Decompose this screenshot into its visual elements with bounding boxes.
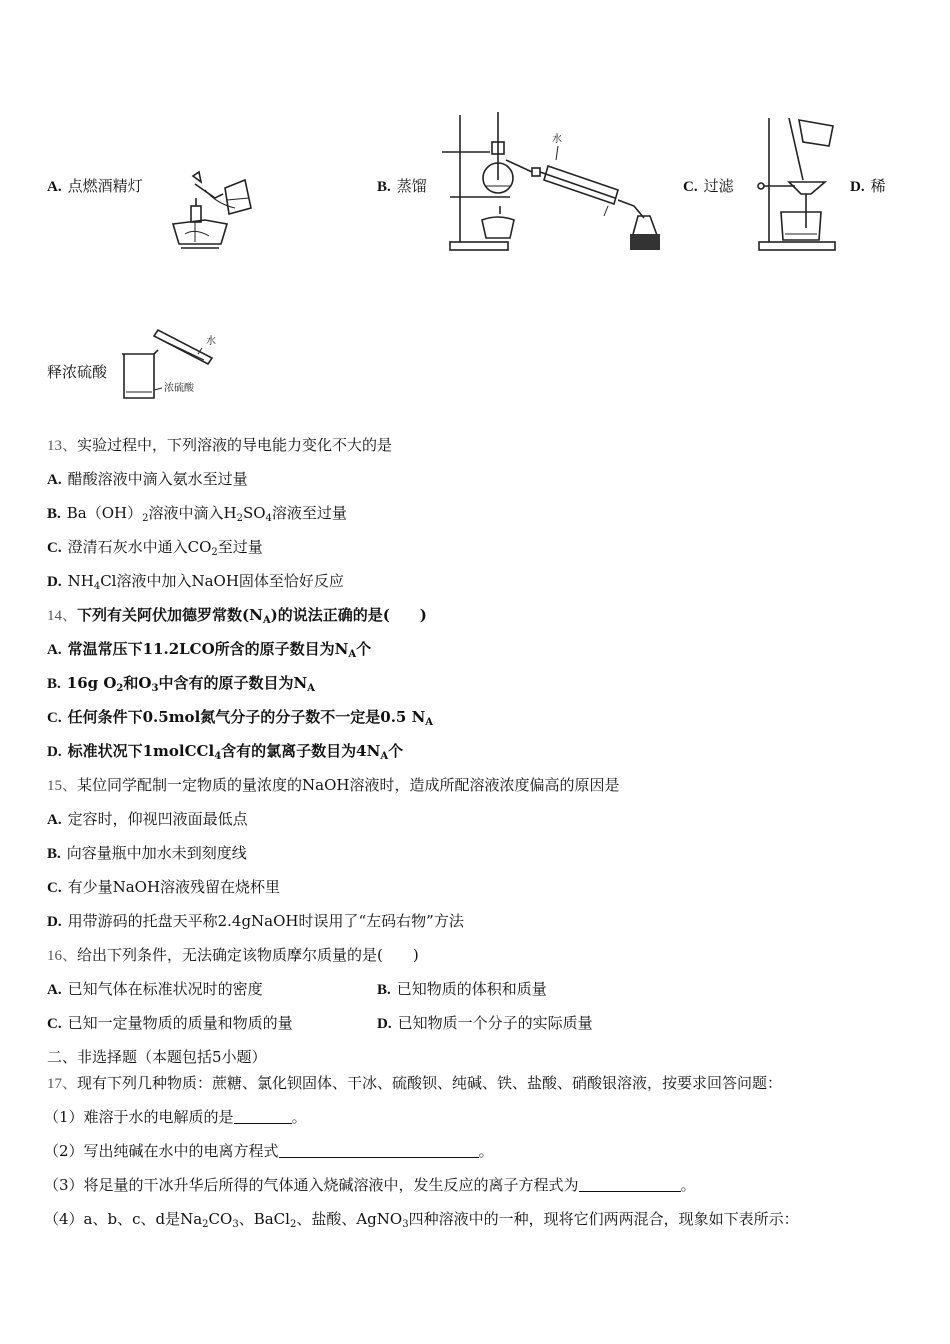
q14-option-b: B. 16g $O_2$和$O_3$中含有的原子数目为$N_A$ [47,674,315,694]
q15-option-b: B. 向容量瓶中加水未到刻度线 [47,844,247,862]
svg-text:水: 水 [552,134,562,145]
q17-part-1: （1）难溶于水的电解质的是 。 [44,1108,307,1126]
q15-stem: 15、某位同学配制一定物质的量浓度的NaOH溶液时，造成所配溶液浓度偏高的原因是 [47,776,620,794]
q13-option-c: C. 澄清石灰水中通入$CO_2$至过量 [47,538,263,558]
q13-option-a: A. 醋酸溶液中滴入氨水至过量 [47,470,248,488]
q14-option-d: D. 标准状况下1molCCl$_4$含有的氯离子数目为$4N_A$个 [47,742,404,762]
q12-option-a [47,176,143,197]
question-number: 14、 [47,608,78,624]
question-number: 15、 [47,778,78,794]
q17-part-3: （3）将足量的干冰升华后所得的气体通入烧碱溶液中，发生反应的离子方程式为 。 [44,1176,696,1194]
answer-blank[interactable] [579,1177,681,1192]
q14-option-a: A. 常温常压下11.2LCO所含的原子数目为$N_A$个 [47,640,372,660]
question-number: 16、 [47,948,78,964]
option-letter: D. [850,179,865,195]
q16-option-d: D. 已知物质一个分子的实际质量 [377,1014,593,1032]
q16-option-c: C. 已知一定量物质的质量和物质的量 [47,1014,293,1032]
q12-option-c [683,176,734,197]
option-letter: C. [683,179,698,195]
q12-option-d-continued: 释浓硫酸 [47,363,108,381]
dilution-figure [118,330,228,405]
q12-option-b [377,176,427,197]
q13-stem [47,435,392,456]
q16-option-b: B. 已知物质的体积和质量 [377,980,547,998]
q13-option-d: D. $NH_4Cl$溶液中加入NaOH固体至恰好反应 [47,572,344,592]
svg-text:水: 水 [206,336,216,347]
answer-blank[interactable] [279,1143,479,1158]
q13-option-b: B. $Ba(OH)_2$溶液中滴入$H_2SO_4$溶液至过量 [47,504,347,524]
q14-option-c: C. 任何条件下0.5mol氮气分子的分子数不一定是0.5 $N_A$ [47,708,434,728]
section-heading: 二、非选择题（本题包括5小题） [47,1048,267,1066]
svg-text:浓硫酸: 浓硫酸 [164,383,194,394]
filtration-figure [755,112,845,252]
q15-option-c: C. 有少量NaOH溶液残留在烧杯里 [47,878,281,896]
q15-option-d: D. 用带游码的托盘天平称2.4gNaOH时误用了“左码右物”方法 [47,912,464,930]
question-text: 实验过程中，下列溶液的导电能力变化不大的是 [77,436,393,454]
option-text: 稀 [870,177,886,195]
alcohol-lamp-figure [165,168,255,253]
q17-part-4: （4）a、b、c、d是$Na_2CO_3$、BaCl$_2$、盐酸、AgNO$_3$四种溶液中的一种，现将它们两两混合，现象如下表所示： [44,1210,799,1230]
option-text: 过滤 [703,177,734,195]
q16-stem: 16、给出下列条件，无法确定该物质摩尔质量的是( ) [47,946,419,964]
q17-stem: 17、现有下列几种物质：蔗糖、氯化钡固体、干冰、硫酸钡、纯碱、铁、盐酸、硝酸银溶液，按要求回答问题： [47,1074,783,1092]
option-text: 点燃酒精灯 [67,177,143,195]
q15-option-a: A. 定容时，仰视凹液面最低点 [47,810,248,828]
q12-option-d [850,176,886,197]
q17-part-2: （2）写出纯碱在水中的电离方程式 。 [44,1142,494,1160]
question-number: 13、 [47,438,78,454]
q14-stem: 14、下列有关阿伏加德罗常数$(N_A)$的说法正确的是( ) [47,606,427,626]
option-letter: A. [47,179,62,195]
question-number: 17、 [47,1076,78,1092]
option-letter: B. [377,179,391,195]
option-text: 蒸馏 [396,177,427,195]
q16-option-a: A. 已知气体在标准状况时的密度 [47,980,263,998]
answer-blank[interactable] [234,1109,292,1124]
distillation-figure [440,110,670,255]
